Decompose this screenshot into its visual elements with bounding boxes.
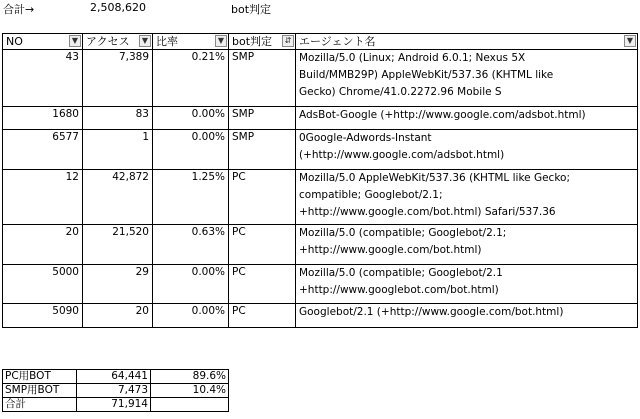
cell-no[interactable]: 6577 [3,130,83,170]
agent-line: +http://www.google.com/bot.html) Safari/537.36 [299,206,556,218]
cell-ratio[interactable]: 0.00% [153,265,229,304]
cell-bot[interactable]: SMP [229,107,296,130]
cell-bot[interactable]: SMP [229,50,296,107]
table-row [3,170,638,225]
header-bot[interactable]: bot判定 ⇵ [229,34,296,50]
cell-ratio[interactable]: 1.25% [153,170,229,225]
agent-line: Mozilla/5.0 AppleWebKit/537.36 (KHTML like Gecko; [299,172,570,184]
cell-access[interactable]: 7,389 [83,50,153,107]
agent-line: Mozilla/5.0 (compatible; Googlebot/2.1; [299,227,507,239]
table-row [3,130,638,170]
agent-line: Gecko) Chrome/41.0.2272.96 Mobile S [299,86,502,98]
header-no[interactable]: NO ▼ [3,34,83,50]
agent-line: +http://www.google.com/bot.html) [299,244,482,256]
agent-line: AdsBot-Google (+http://www.google.com/adsbot.html) [299,109,586,121]
summary-value[interactable]: 7,473 [77,384,151,398]
summary-row [3,384,229,398]
table-row [3,265,638,304]
cell-bot[interactable]: SMP [229,130,296,170]
grand-total-label: 合計→ [3,3,35,16]
grand-total-value: 2,508,620 [90,1,146,14]
chevron-down-icon[interactable]: ▼ [215,35,227,47]
cell-bot[interactable]: PC [229,304,296,328]
cell-no[interactable]: 5090 [3,304,83,328]
cell-ratio[interactable]: 0.63% [153,225,229,265]
cell-ratio[interactable]: 0.00% [153,107,229,130]
cell-agent[interactable] [296,265,638,304]
cell-ratio[interactable]: 0.00% [153,304,229,328]
header-row [3,34,638,50]
cell-ratio[interactable]: 0.21% [153,50,229,107]
cell-access[interactable]: 20 [83,304,153,328]
cell-no[interactable]: 20 [3,225,83,265]
header-access[interactable]: アクセス ▼ [83,34,153,50]
chevron-down-icon[interactable]: ▼ [69,35,81,47]
summary-table [2,369,229,412]
cell-access[interactable]: 83 [83,107,153,130]
cell-access[interactable]: 42,872 [83,170,153,225]
agent-line: 0Google-Adwords-Instant [299,132,432,144]
agent-line: (+http://www.google.com/adsbot.html) [299,149,505,161]
cell-no[interactable]: 43 [3,50,83,107]
cell-agent[interactable] [296,130,638,170]
agent-line: Build/MMB29P) AppleWebKit/537.36 (KHTML like [299,69,554,81]
table-row [3,225,638,265]
cell-agent[interactable] [296,225,638,265]
cell-bot[interactable]: PC [229,170,296,225]
chevron-down-icon[interactable]: ▼ [624,35,636,47]
cell-agent[interactable] [296,50,638,107]
header-agent[interactable]: エージェント名 ▼ [296,34,638,50]
cell-agent[interactable] [296,304,638,328]
cell-bot[interactable]: PC [229,225,296,265]
summary-ratio[interactable] [151,398,229,412]
table-row [3,50,638,107]
summary-label[interactable]: SMP用BOT [3,384,77,398]
bot-access-table [2,33,638,328]
agent-line: Googlebot/2.1 (+http://www.google.com/bot.html) [299,306,564,318]
cell-no[interactable]: 12 [3,170,83,225]
cell-no[interactable]: 1680 [3,107,83,130]
summary-ratio[interactable]: 89.6% [151,370,229,384]
summary-label[interactable]: 合計 [3,398,77,412]
agent-line: Mozilla/5.0 (compatible; Googlebot/2.1 [299,267,503,279]
agent-line: +http://www.googlebot.com/bot.html) [299,284,499,296]
cell-agent[interactable] [296,107,638,130]
table-row [3,107,638,130]
summary-value[interactable]: 71,914 [77,398,151,412]
chevron-down-icon[interactable]: ▼ [139,35,151,47]
summary-row [3,370,229,384]
agent-line: compatible; Googlebot/2.1; [299,189,443,201]
summary-value[interactable]: 64,441 [77,370,151,384]
table-row [3,304,638,328]
agent-line: Mozilla/5.0 (Linux; Android 6.0.1; Nexus 5X [299,52,526,64]
bot-judgement-label: bot判定 [231,3,272,16]
summary-row [3,398,229,412]
cell-access[interactable]: 29 [83,265,153,304]
filter-active-icon[interactable]: ⇵ [282,35,294,47]
cell-access[interactable]: 21,520 [83,225,153,265]
cell-bot[interactable]: PC [229,265,296,304]
cell-ratio[interactable]: 0.00% [153,130,229,170]
summary-line [0,0,640,16]
summary-label[interactable]: PC用BOT [3,370,77,384]
summary-ratio[interactable]: 10.4% [151,384,229,398]
header-ratio[interactable]: 比率 ▼ [153,34,229,50]
cell-access[interactable]: 1 [83,130,153,170]
cell-agent[interactable] [296,170,638,225]
cell-no[interactable]: 5000 [3,265,83,304]
